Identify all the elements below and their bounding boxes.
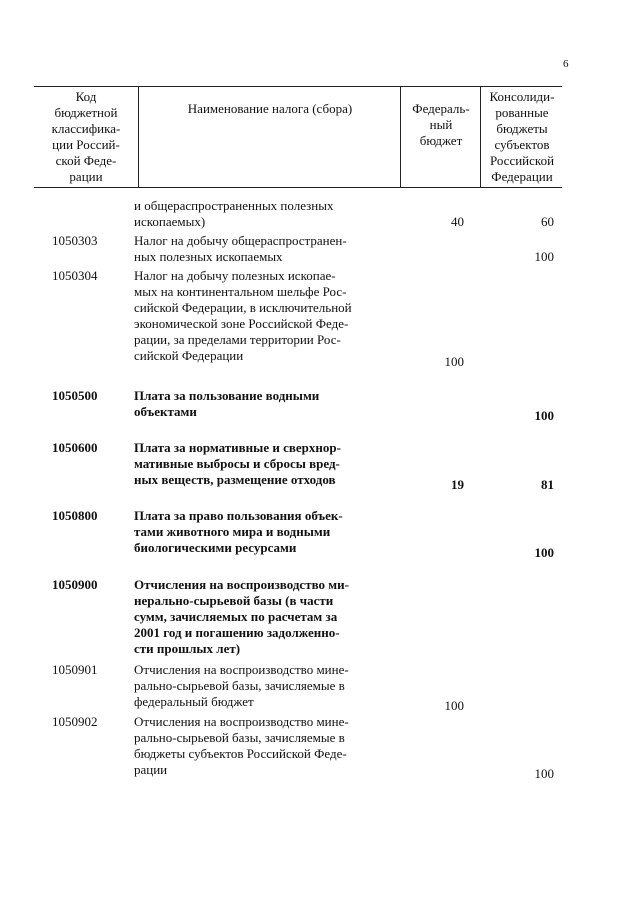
row-name: Отчисления на воспроизводство мине- рально-сырьевой базы, зачисляемые в бюджеты субъектов Российской Феде- рации: [134, 714, 349, 777]
row-name: Налог на добычу полезных ископае- мых на континентальном шельфе Рос- сийской Федерации, в исключительной экономической зоне Российской Феде- рации, за пределами территории Рос- сийской Федерации: [134, 268, 352, 363]
row-code: 1050500: [52, 388, 98, 403]
row-code: 1050303: [52, 233, 98, 248]
row-name: Налог на добычу общераспространен- ных полезных ископаемых: [134, 233, 347, 264]
row-code: 1050901: [52, 662, 98, 677]
row-code: 1050800: [52, 508, 98, 523]
row-name: Отчисления на воспроизводство мине- рально-сырьевой базы, зачисляемые в федеральный бюджет: [134, 662, 349, 709]
row-federal-share: 19: [451, 477, 464, 492]
row-name: Плата за право пользования объек- тами животного мира и водными биологическими ресурсами: [134, 508, 343, 555]
row-code: 1050902: [52, 714, 98, 729]
row-consolidated-share: 100: [534, 545, 554, 560]
row-code: 1050600: [52, 440, 98, 455]
row-consolidated-share: 100: [534, 249, 554, 264]
row-consolidated-share: 81: [541, 477, 554, 492]
row-federal-share: 40: [451, 214, 464, 229]
header-name-column: Наименование налога (сбора): [138, 87, 401, 187]
row-name: Отчисления на воспроизводство ми- нерально-сырьевой базы (в части сумм, зачисляемых по расчетам за 2001 год и погашению задолженно- сти прошлых лет): [134, 577, 349, 656]
row-consolidated-share: 100: [534, 766, 554, 781]
page-number: 6: [563, 58, 569, 70]
row-name: и общераспространенных полезных ископаемых): [134, 198, 334, 229]
row-name: Плата за пользование водными объектами: [134, 388, 320, 419]
row-federal-share: 100: [444, 698, 464, 713]
header-code-column: Код бюджетной классифика- ции Россий- ской Феде- рации: [51, 89, 121, 184]
row-consolidated-share: 60: [541, 214, 554, 229]
row-code: 1050900: [52, 577, 98, 592]
row-federal-share: 100: [444, 354, 464, 369]
header-federal-column: Федераль- ный бюджет: [400, 87, 481, 187]
table-header: [34, 86, 562, 188]
row-consolidated-share: 100: [534, 408, 554, 423]
row-code: 1050304: [52, 268, 98, 283]
header-consolidated-column: Консолиди- рованные бюджеты субъектов Российской Федерации: [480, 87, 563, 187]
row-name: Плата за нормативные и сверхнор- мативные выбросы и сбросы вред- ных веществ, размещение отходов: [134, 440, 341, 487]
